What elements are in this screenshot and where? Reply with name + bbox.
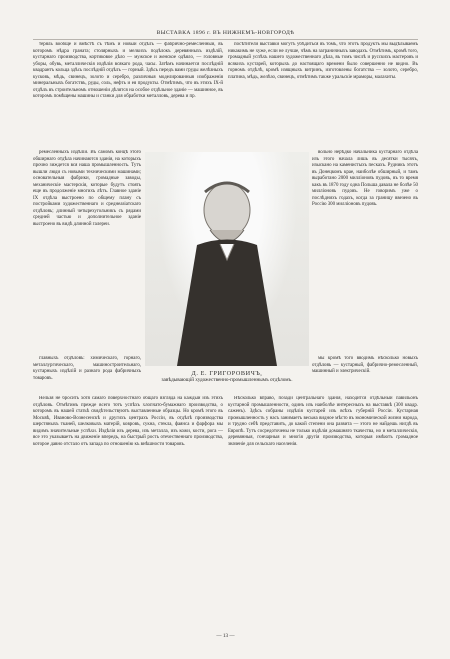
column-right-middle xyxy=(312,150,418,356)
header-rule xyxy=(33,39,418,40)
page-number: — 13 — xyxy=(216,633,235,639)
column-right-top xyxy=(228,42,418,150)
paragraph: посѣтители выставки могутъ убѣдиться въ томъ, что этотъ продуктъ мы выдѣлываемъ никакимъ не хуже, если не лучше, чѣмъ на заграничныхъ заводахъ. Отмѣтимъ, кромѣ того, громадный успѣхъ нашего художественнаго дѣла, въ томъ числѣ и русскихъ мастеровъ и всякихъ кустарей, которыхъ до настоящаго времени было совершенно не видно. Въ горномъ отдѣлѣ, кромѣ изящныхъ витринъ, изготовлены богатства — золото, серебро, платина, мѣдь, желѣзо, свинецъ, отмѣтимъ также уральскіе мраморы, малахиты. xyxy=(228,42,418,80)
column-left-lower xyxy=(33,396,223,628)
page xyxy=(33,30,418,642)
caption-role: завѣдывающій художественно-промышленнымъ отдѣломъ. xyxy=(161,377,293,383)
running-head: ВЫСТАВКА 1896 г. ВЪ НИЖНЕМЪ-НОВГОРОДѢ xyxy=(156,30,295,36)
column-left-bottom xyxy=(33,356,141,396)
column-right-lower xyxy=(228,396,418,628)
portrait-caption xyxy=(145,370,309,384)
column-left-top xyxy=(33,42,223,150)
paragraph: главныхъ отдѣловъ: химическаго, горнаго, металлургическаго, машиностроительнаго, кустарныхъ издѣлій и разнаго рода фабричныхъ товаровъ. xyxy=(33,356,141,381)
paragraph: вольно нерѣдко начальника кустарнаго отдѣла изъ этого начала лишь въ десятки тысячъ, изыскано на каменистыхъ пескахъ. Рудникъ этотъ въ Донецкомъ крае, наиболѣе обширный, и тамъ выработано 2000 милліоновъ пудовъ, въ то время какъ въ 1870 году одна Польша давала не болѣе 50 милліоновъ пудовъ. Не говоримъ уже о послѣднихъ годахъ, когда за границу ввезено въ Россію 300 милліоновъ пудовъ. xyxy=(312,150,418,207)
portrait-illustration xyxy=(145,152,309,366)
paragraph: мы кромѣ того вводимъ нѣсколько новыхъ отдѣловъ — кустарный, фабрично-ремесленный, машинный и электрическій. xyxy=(312,356,418,374)
paragraph: ремесленныхъ издѣлій. Въ самомъ концѣ этого обширнаго отдѣла начинаются зданія, на которыхъ прочно зиждется вся наша промышленность. Тутъ вышли люди съ новыми техническими машинами; основательныя фабрики, громадные заводы, механическіе мастерскія, которые будутъ стоять еще въ продолженіе многихъ лѣтъ. Главное зданіе IX отдѣла выстроено по общему плану съ постройками художественнаго и среднеазіатскаго отдѣловъ; длинный четырехугольникъ съ рядами средней частью и дополнительное зданіе выстроено въ видѣ длинной галереи. xyxy=(33,150,141,227)
portrait-photo xyxy=(145,152,309,366)
column-left-middle xyxy=(33,150,141,356)
paragraph: Нѣсколько вправо, позади центральнаго зданія, находится отдѣльный павильонъ кустарной промышленности, одинъ изъ наиболѣе интересныхъ на выставкѣ (300 квадр. саженъ). Здѣсь собраны издѣлія кустарей изъ всѣхъ губерній Россіи. Кустарная промышленность у насъ занимаетъ весьма видное мѣсто въ экономической жизни народа, и трудно себѣ представить, до какой степени она развита — этого не найдешь нигдѣ въ Европѣ. Тутъ сосредоточены не только издѣлія домашняго ткачества, но и металлическія, деревянныя, гончарныя и многія другія производства, которыя имѣютъ громадное значеніе для сельскаго населенія. xyxy=(228,396,418,447)
column-right-bottom xyxy=(312,356,418,396)
paragraph: Нельзя не бросить хотя самаго поверхностнаго общаго взгляда на каждый изъ этихъ отдѣловъ. Отмѣтимъ прежде всего тотъ успѣхъ хлопчато-бумажнаго производства, о которомъ въ нашей статьѣ свидѣтельствуютъ выставленные образцы. Но кромѣ этого въ Москвѣ, Иваново-Вознесенскѣ и другихъ центрахъ Россіи, въ отдѣлѣ производства шерстяныхъ тканей, шелковыхъ матерій, ковровъ, сукна, стекла, фаянса и фарфора мы видимъ значительные успѣхи. Издѣлія изъ дерева, изъ металла, изъ кожи, кости, рога — все это указываетъ на движеніе впередъ, на быстрый рость отечественнаго производства, которое давно отстало отъ запада по отношенію къ внѣшности товаровъ. xyxy=(33,396,223,447)
paragraph: теряль вообще и вмѣстѣ съ тѣмъ и новый отдѣлъ — фабрично-ремесленный, въ которомъ нѣдра граната; столярныхъ и мелкихъ подѣлокъ деревянныхъ издѣлій, кустарнаго производства, кортиковое дѣло — мужское и женское одѣяло, — головные уборы, обувь, металлическія издѣлія всякаго рода, часы. Затѣмъ начинается послѣдній квадрантъ кольца здѣсь послѣдній отдѣлъ — горный. Здѣсь передъ вами груды желѣзныхъ кусковъ, мѣдь, свинецъ, золото и серебро, различныя моделированныя изображенія минеральныхъ богатствъ, руды, соль, нефть и ея продукты. Отмѣтимъ, что въ этихъ IX-й отдѣлъ въ строительномъ отношеніи дѣлятся на особое отдѣльное зданіе — машинное, въ которомъ помѣщены машины и станки для обработки металловъ, дерева и пр. xyxy=(33,42,223,99)
caption-name: Д. Е. ГРИГОРОВИЧЪ, xyxy=(191,370,263,377)
